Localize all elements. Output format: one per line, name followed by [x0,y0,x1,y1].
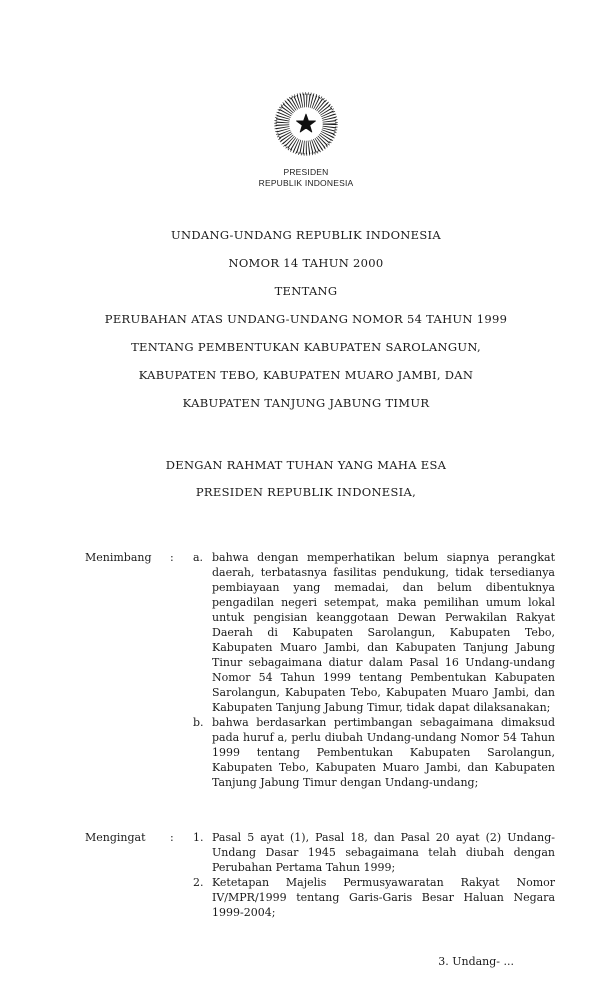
item-text-b: bahwa berdasarkan pertimbangan sebagaimana dimaksud pada huruf a, perlu diubah Undang-undang Nomor 54 Tahun 1999 tentang Pembentukan Kabupaten Sarolangun, Kabupaten Tebo, Kabupaten Muaro Jambi, dan Kabupaten Tanjung Jabung Timur dengan Undang-undang; [212,716,555,789]
title-line-4: PERUBAHAN ATAS UNDANG-UNDANG NOMOR 54 TAHUN 1999 [104,312,508,326]
item-marker-b: b. [193,716,204,729]
presidential-seal-icon [268,86,344,162]
preamble-line-1: DENGAN RAHMAT TUHAN YANG MAHA ESA [165,458,447,472]
preamble-line-2: PRESIDEN REPUBLIK INDONESIA, [195,485,417,499]
preamble [40,458,572,512]
list-item [193,875,555,920]
list-item [193,550,555,715]
item-text-1: Pasal 5 ayat (1), Pasal 18, dan Pasal 20 ayat (2) Undang-Undang Dasar 1945 sebagaimana telah diubah dengan Perubahan Pertama Tahun 1999; [212,831,555,874]
letterhead [0,86,612,189]
clause-menimbang-items [193,550,555,790]
letterhead-presiden: PRESIDEN [283,167,329,177]
title-line-3: TENTANG [274,284,338,298]
clause-mengingat-items [193,830,555,920]
clause-mengingat [85,830,555,920]
list-item [193,830,555,875]
item-marker-a: a. [193,551,204,564]
clause-menimbang-label: Menimbang [85,551,152,564]
title-line-6: KABUPATEN TEBO, KABUPATEN MUARO JAMBI, DAN [138,368,474,382]
title-line-1: UNDANG-UNDANG REPUBLIK INDONESIA [170,228,441,242]
clauses [85,550,555,960]
letterhead-caption [259,167,354,189]
page-catchword: 3. Undang- ... [438,955,514,968]
title-line-2: NOMOR 14 TAHUN 2000 [228,256,384,270]
clause-menimbang-colon: : [170,551,174,564]
clause-mengingat-colon: : [170,831,174,844]
clause-mengingat-label: Mengingat [85,831,146,844]
item-text-2: Ketetapan Majelis Permusyawaratan Rakyat Nomor IV/MPR/1999 tentang Garis-Garis Besar Haluan Negara 1999-2004; [212,876,555,919]
title-line-5: TENTANG PEMBENTUKAN KABUPATEN SAROLANGUN, [131,340,481,354]
document-title [40,228,572,424]
title-line-7: KABUPATEN TANJUNG JABUNG TIMUR [182,396,430,410]
list-item [193,715,555,790]
item-marker-2: 2. [193,876,204,889]
star-icon [297,114,316,132]
item-text-a: bahwa dengan memperhatikan belum siapnya perangkat daerah, terbatasnya fasilitas pendukung, tidak tersedianya pembiayaan yang memadai, dan belum dibentuknya pengadilan negeri setempat, maka pemilihan umum lokal untuk pengisian keanggotaan Dewan Perwakilan Rakyat Daerah di Kabupaten Sarolangun, Kabupaten Tebo, Kabupaten Muaro Jambi, dan Kabupaten Tanjung Jabung Tinur sebagaimana diatur dalam Pasal 16 Undang-undang Nomor 54 Tahun 1999 tentang Pembentukan Kabupaten Sarolangun, Kabupaten Tebo, Kabupaten Muaro Jambi, dan Kabupaten Tanjung Jabung Timur, tidak dapat dilaksanakan; [212,551,555,714]
item-marker-1: 1. [193,831,204,844]
letterhead-republik-indonesia: REPUBLIK INDONESIA [258,178,354,188]
clause-menimbang [85,550,555,790]
